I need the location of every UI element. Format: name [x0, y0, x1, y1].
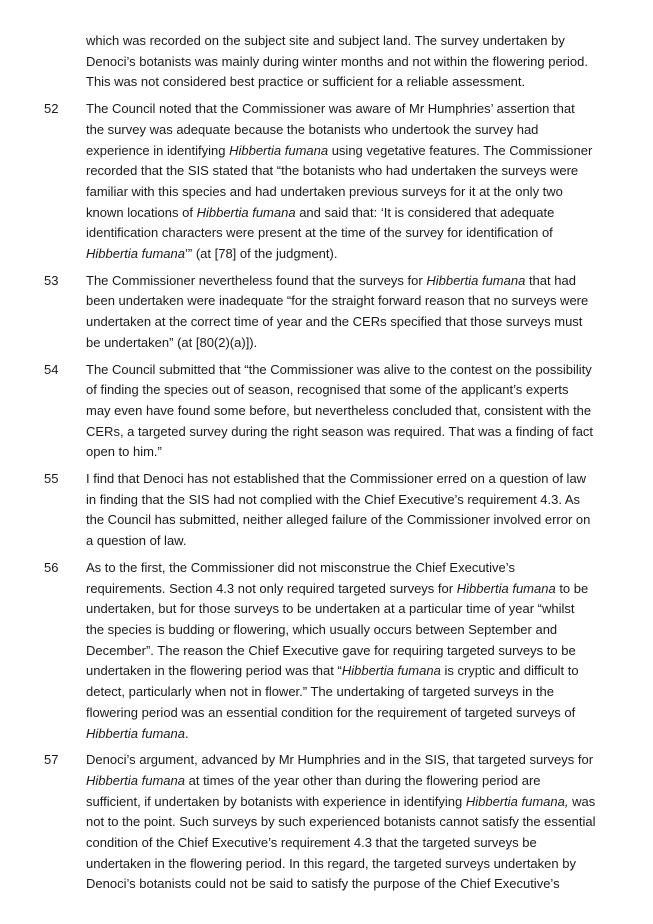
text-run: As to the first, the Commissioner did not misconstrue the Chief Executive’s requirements. Section 4.3 not only required targeted surveys for	[86, 559, 515, 596]
species-name: Hibbertia fumana	[341, 663, 441, 679]
paragraph-number: 52	[44, 101, 59, 117]
paragraph-number: 54	[44, 361, 59, 377]
species-name: Hibbertia fumana	[86, 246, 185, 262]
paragraph-text	[86, 360, 596, 464]
paragraph	[0, 469, 653, 552]
paragraph	[0, 360, 653, 464]
paragraph	[0, 271, 653, 354]
text-run: The Council submitted that “the Commissioner was alive to the contest on the possibility of finding the species out of season, recognised that some of the applicant’s experts may even have found some before, but nevertheless concluded that, consistent with the CERs, a targeted survey during the right season was required. That was a finding of fact open to him.”	[86, 361, 594, 460]
paragraph	[0, 750, 653, 895]
text-run: I find that Denoci has not established that the Commissioner erred on a question of law in finding that the SIS had not complied with the Chief Executive’s requirement 4.3. As the Council has submitted, neither alleged failure of the Commissioner involved error on a question of law.	[86, 471, 591, 549]
text-run: using vegetative features. The Commissioner recorded that the SIS stated that “the botanists who had undertaken the surveys were familiar with this species and had undertaken previous surveys for it at the only two known locations of	[86, 142, 593, 220]
paragraph-number: 53	[44, 272, 59, 288]
document-page	[0, 31, 653, 901]
paragraph	[0, 31, 653, 93]
paragraph-text	[86, 271, 596, 354]
text-run: to be undertaken, but for those surveys to be undertaken at a particular time of year “whilst the species is budding or flowering, which usually occurs between September and December”. The reason the Chief Executive gave for requiring targeted surveys to be undertaken in the flowering period was that “	[86, 580, 589, 679]
species-name: Hibbertia fumana	[229, 142, 329, 158]
text-run: The Commissioner nevertheless found that the surveys for	[86, 272, 427, 288]
paragraph-number: 55	[44, 471, 59, 487]
paragraph-text	[86, 558, 596, 744]
paragraph-number: 56	[44, 559, 59, 575]
text-run: that had been undertaken were inadequate “for the straight forward reason that no surveys were undertaken at the correct time of year and the CERs specified that those surveys must be undertaken” (at [80(2)(a)]).	[86, 272, 589, 350]
species-name: Hibbertia fumana	[196, 204, 296, 220]
text-run: which was recorded on the subject site and subject land. The survey undertaken by Denoci’s botanists was mainly during winter months and not within the flowering period. This was not considered best practice or sufficient for a reliable assessment.	[86, 33, 588, 90]
species-name: Hibbertia fumana,	[465, 793, 569, 809]
text-run: at times of the year other than during the flowering period are sufficient, if undertaken by botanists with experience in identifying	[86, 772, 541, 809]
text-run: .	[185, 725, 189, 741]
text-run: and said that: ‘It is considered that adequate identification characters were present at the time of the survey for identification of	[86, 204, 555, 241]
paragraph-text	[86, 750, 596, 895]
paragraph-number: 57	[44, 752, 59, 768]
species-name: Hibbertia fumana	[86, 725, 185, 741]
paragraph-text	[86, 31, 596, 93]
species-name: Hibbertia fumana	[426, 272, 526, 288]
paragraph-text	[86, 99, 596, 265]
species-name: Hibbertia fumana	[456, 580, 556, 596]
text-run: was not to the point. Such surveys by such experienced botanists cannot satisfy the essential condition of the Chief Executive’s requirement 4.3 that the targeted surveys be undertaken in the flowering period. In this regard, the targeted surveys undertaken by Denoci’s botanists could not be said to satisfy the purpose of the Chief Executive’s	[86, 793, 596, 892]
paragraph	[0, 99, 653, 265]
paragraph-text	[86, 469, 596, 552]
text-run: The Council noted that the Commissioner was aware of Mr Humphries’ assertion that the survey was adequate because the botanists who undertook the survey had experience in identifying	[86, 101, 575, 158]
paragraph	[0, 558, 653, 744]
text-run: Denoci’s argument, advanced by Mr Humphries and in the SIS, that targeted surveys for	[86, 752, 594, 768]
text-run: ’” (at [78] of the judgment).	[185, 246, 338, 262]
species-name: Hibbertia fumana	[86, 772, 185, 788]
text-run: is cryptic and difficult to detect, particularly when not in flower.” The undertaking of targeted surveys in the flowering period was an essential condition for the requirement of targeted surveys of	[86, 663, 579, 720]
